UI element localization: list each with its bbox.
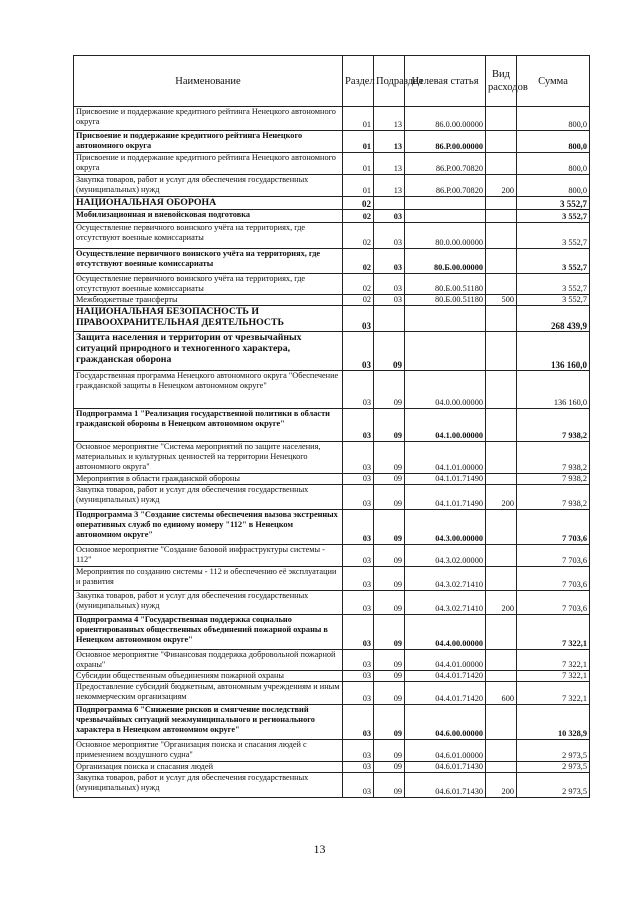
cell-target-article: 86.Р.00.70820: [405, 153, 486, 175]
cell-target-article: 04.4.01.00000: [405, 650, 486, 671]
cell-name: НАЦИОНАЛЬНАЯ БЕЗОПАСНОСТЬ И ПРАВООХРАНИТЕЛЬНАЯ ДЕЯТЕЛЬНОСТЬ: [74, 306, 343, 332]
cell-expense-type: [486, 705, 517, 740]
cell-expense-type: [486, 740, 517, 762]
cell-sum: 800,0: [517, 131, 590, 153]
cell-target-article: 04.4.01.71420: [405, 682, 486, 705]
header-name: Наименование: [74, 56, 343, 107]
cell-subsection: 09: [374, 371, 405, 409]
cell-target-article: [405, 210, 486, 223]
cell-subsection: 03: [374, 274, 405, 295]
cell-name: Подпрограмма 4 "Государственная поддержка социально ориентированных общественных объединений пожарной охраны в Ненецком автономном округе": [74, 615, 343, 650]
cell-name: Закупка товаров, работ и услуг для обеспечения государственных (муниципальных) нужд: [74, 773, 343, 798]
cell-name: Осуществление первичного воинского учёта на территориях, где отсутствуют военные комиссариаты: [74, 223, 343, 249]
cell-section: 03: [343, 409, 374, 442]
cell-expense-type: [486, 131, 517, 153]
cell-section: 01: [343, 107, 374, 131]
cell-target-article: [405, 197, 486, 210]
cell-expense-type: [486, 306, 517, 332]
cell-name: Закупка товаров, работ и услуг для обеспечения государственных (муниципальных) нужд: [74, 175, 343, 197]
cell-target-article: 04.6.01.00000: [405, 740, 486, 762]
cell-sum: 7 703,6: [517, 510, 590, 545]
cell-target-article: 04.3.00.00000: [405, 510, 486, 545]
cell-sum: 2 973,5: [517, 773, 590, 798]
cell-sum: 7 938,2: [517, 442, 590, 474]
cell-subsection: 09: [374, 545, 405, 567]
cell-expense-type: [486, 671, 517, 682]
cell-expense-type: [486, 332, 517, 371]
table-row: [74, 131, 590, 153]
cell-name: Подпрограмма 6 "Снижение рисков и смягчение последствий чрезвычайных ситуаций межмуниципального и регионального характера в Ненецком автономном округе": [74, 705, 343, 740]
cell-section: 02: [343, 223, 374, 249]
cell-subsection: 09: [374, 740, 405, 762]
cell-section: 03: [343, 567, 374, 591]
cell-section: 01: [343, 131, 374, 153]
table-row: [74, 197, 590, 210]
cell-expense-type: [486, 567, 517, 591]
table-row: [74, 545, 590, 567]
header-sum: Сумма: [517, 56, 590, 107]
table-row: [74, 762, 590, 773]
cell-name: Осуществление первичного воинского учёта на территориях, где отсутствуют военные комиссариаты: [74, 249, 343, 274]
table-row: [74, 274, 590, 295]
cell-sum: 7 322,1: [517, 650, 590, 671]
table-row: [74, 371, 590, 409]
cell-subsection: 09: [374, 682, 405, 705]
cell-section: 03: [343, 332, 374, 371]
cell-sum: 7 938,2: [517, 409, 590, 442]
cell-sum: 7 703,6: [517, 545, 590, 567]
cell-name: Присвоение и поддержание кредитного рейтинга Ненецкого автономного округа: [74, 131, 343, 153]
cell-section: 03: [343, 773, 374, 798]
cell-subsection: 09: [374, 442, 405, 474]
cell-target-article: 04.4.01.71420: [405, 671, 486, 682]
cell-expense-type: 200: [486, 485, 517, 510]
cell-expense-type: [486, 153, 517, 175]
cell-sum: 7 322,1: [517, 671, 590, 682]
table-row: [74, 567, 590, 591]
cell-subsection: 09: [374, 332, 405, 371]
cell-section: 03: [343, 545, 374, 567]
cell-expense-type: [486, 210, 517, 223]
cell-sum: 7 322,1: [517, 682, 590, 705]
cell-expense-type: [486, 762, 517, 773]
cell-subsection: 09: [374, 485, 405, 510]
cell-expense-type: 600: [486, 682, 517, 705]
table-row: [74, 650, 590, 671]
cell-sum: 7 703,6: [517, 567, 590, 591]
cell-sum: 7 703,6: [517, 591, 590, 615]
cell-section: 03: [343, 615, 374, 650]
cell-section: 03: [343, 371, 374, 409]
cell-subsection: 03: [374, 223, 405, 249]
header-expense-type: Вид расходов: [486, 56, 517, 107]
table-row: [74, 682, 590, 705]
cell-target-article: 80.Б.00.51180: [405, 295, 486, 306]
table-row: [74, 223, 590, 249]
cell-target-article: 04.6.00.00000: [405, 705, 486, 740]
cell-sum: 3 552,7: [517, 210, 590, 223]
table-row: [74, 210, 590, 223]
cell-name: Мероприятия по созданию системы - 112 и обеспечению её эксплуатации и развития: [74, 567, 343, 591]
cell-sum: 3 552,7: [517, 223, 590, 249]
cell-sum: 3 552,7: [517, 197, 590, 210]
cell-target-article: 04.4.00.00000: [405, 615, 486, 650]
cell-target-article: 04.3.02.00000: [405, 545, 486, 567]
table-row: [74, 773, 590, 798]
cell-section: 03: [343, 650, 374, 671]
cell-sum: 136 160,0: [517, 332, 590, 371]
cell-subsection: 09: [374, 567, 405, 591]
cell-name: Осуществление первичного воинского учёта на территориях, где отсутствуют военные комиссариаты: [74, 274, 343, 295]
table-row: [74, 409, 590, 442]
cell-subsection: [374, 306, 405, 332]
cell-subsection: 09: [374, 705, 405, 740]
cell-sum: 7 322,1: [517, 615, 590, 650]
cell-sum: 3 552,7: [517, 249, 590, 274]
table-row: [74, 615, 590, 650]
cell-section: 02: [343, 210, 374, 223]
cell-expense-type: [486, 510, 517, 545]
cell-sum: 3 552,7: [517, 274, 590, 295]
cell-target-article: 04.3.02.71410: [405, 591, 486, 615]
cell-name: Закупка товаров, работ и услуг для обеспечения государственных (муниципальных) нужд: [74, 591, 343, 615]
cell-name: Присвоение и поддержание кредитного рейтинга Ненецкого автономного округа: [74, 107, 343, 131]
cell-name: Государственная программа Ненецкого автономного округа "Обеспечение гражданской защиты в Ненецком автономном округе": [74, 371, 343, 409]
cell-name: Организация поиска и спасания людей: [74, 762, 343, 773]
header-section: Раздел: [343, 56, 374, 107]
cell-sum: 800,0: [517, 107, 590, 131]
table-row: [74, 740, 590, 762]
cell-section: 03: [343, 474, 374, 485]
cell-expense-type: [486, 615, 517, 650]
table-row: [74, 705, 590, 740]
cell-sum: 136 160,0: [517, 371, 590, 409]
cell-name: Мероприятия в области гражданской обороны: [74, 474, 343, 485]
page-number: 13: [313, 842, 326, 856]
cell-section: 02: [343, 274, 374, 295]
cell-target-article: 04.3.02.71410: [405, 567, 486, 591]
budget-table: [73, 55, 590, 798]
table-row: [74, 671, 590, 682]
cell-subsection: 09: [374, 510, 405, 545]
cell-name: Основное мероприятие "Создание базовой инфраструктуры системы - 112": [74, 545, 343, 567]
cell-section: 02: [343, 295, 374, 306]
cell-section: 03: [343, 485, 374, 510]
table-row: [74, 306, 590, 332]
table-row: [74, 295, 590, 306]
table-row: [74, 510, 590, 545]
cell-name: Предоставление субсидий бюджетным, автономным учреждениям и иным некоммерческим организациям: [74, 682, 343, 705]
cell-name: Закупка товаров, работ и услуг для обеспечения государственных (муниципальных) нужд: [74, 485, 343, 510]
cell-section: 01: [343, 153, 374, 175]
cell-section: 03: [343, 442, 374, 474]
cell-name: Основное мероприятие "Организация поиска и спасания людей с применением воздушного судна": [74, 740, 343, 762]
cell-subsection: 09: [374, 762, 405, 773]
cell-name: НАЦИОНАЛЬНАЯ ОБОРОНА: [74, 197, 343, 210]
cell-target-article: 04.0.00.00000: [405, 371, 486, 409]
cell-subsection: 09: [374, 650, 405, 671]
cell-expense-type: [486, 545, 517, 567]
cell-expense-type: [486, 474, 517, 485]
cell-name: Межбюджетные трансферты: [74, 295, 343, 306]
cell-sum: 800,0: [517, 175, 590, 197]
cell-target-article: 80.0.00.00000: [405, 223, 486, 249]
table-row: [74, 153, 590, 175]
table-row: [74, 591, 590, 615]
cell-name: Субсидии общественным объединениям пожарной охраны: [74, 671, 343, 682]
cell-expense-type: [486, 107, 517, 131]
cell-expense-type: [486, 650, 517, 671]
cell-section: 03: [343, 671, 374, 682]
cell-section: 03: [343, 682, 374, 705]
table-row: [74, 332, 590, 371]
cell-sum: 268 439,9: [517, 306, 590, 332]
cell-expense-type: [486, 197, 517, 210]
cell-expense-type: 200: [486, 591, 517, 615]
cell-target-article: 04.1.01.00000: [405, 442, 486, 474]
cell-subsection: 03: [374, 295, 405, 306]
cell-subsection: 09: [374, 591, 405, 615]
cell-target-article: 80.Б.00.51180: [405, 274, 486, 295]
cell-expense-type: [486, 409, 517, 442]
cell-section: 03: [343, 510, 374, 545]
header-target-article: Целевая статья: [405, 56, 486, 107]
table-header-row: [74, 56, 590, 107]
cell-expense-type: [486, 274, 517, 295]
cell-subsection: 09: [374, 474, 405, 485]
cell-sum: 2 973,5: [517, 740, 590, 762]
cell-expense-type: 500: [486, 295, 517, 306]
table-row: [74, 442, 590, 474]
cell-subsection: 03: [374, 249, 405, 274]
table-row: [74, 107, 590, 131]
cell-name: Мобилизационная и вневойсковая подготовка: [74, 210, 343, 223]
cell-subsection: 03: [374, 210, 405, 223]
cell-expense-type: 200: [486, 175, 517, 197]
cell-section: 01: [343, 175, 374, 197]
cell-sum: 10 328,9: [517, 705, 590, 740]
header-subsection: Подраздел: [374, 56, 405, 107]
cell-sum: 7 938,2: [517, 485, 590, 510]
cell-section: 03: [343, 705, 374, 740]
cell-subsection: 13: [374, 175, 405, 197]
table-row: [74, 175, 590, 197]
cell-subsection: [374, 197, 405, 210]
cell-target-article: [405, 332, 486, 371]
cell-sum: 800,0: [517, 153, 590, 175]
cell-subsection: 09: [374, 409, 405, 442]
cell-name: Подпрограмма 3 "Создание системы обеспечения вызова экстренных оперативных служб по единому номеру "112" в Ненецком автономном округе": [74, 510, 343, 545]
cell-section: 02: [343, 249, 374, 274]
cell-target-article: 86.Р.00.70820: [405, 175, 486, 197]
cell-target-article: 80.Б.00.00000: [405, 249, 486, 274]
cell-expense-type: [486, 371, 517, 409]
cell-expense-type: [486, 223, 517, 249]
cell-sum: 7 938,2: [517, 474, 590, 485]
cell-expense-type: [486, 249, 517, 274]
cell-target-article: 04.1.01.71490: [405, 485, 486, 510]
cell-section: 03: [343, 762, 374, 773]
cell-subsection: 09: [374, 773, 405, 798]
table-body: [74, 107, 590, 798]
cell-sum: 3 552,7: [517, 295, 590, 306]
cell-target-article: 86.0.00.00000: [405, 107, 486, 131]
cell-target-article: 04.1.00.00000: [405, 409, 486, 442]
cell-expense-type: [486, 442, 517, 474]
cell-target-article: 04.6.01.71430: [405, 762, 486, 773]
cell-section: 03: [343, 591, 374, 615]
cell-expense-type: 200: [486, 773, 517, 798]
table-row: [74, 474, 590, 485]
cell-section: 03: [343, 306, 374, 332]
cell-name: Защита населения и территории от чрезвычайных ситуаций природного и техногенного характера, гражданская оборона: [74, 332, 343, 371]
cell-sum: 2 973,5: [517, 762, 590, 773]
cell-name: Основное мероприятие "Система мероприятий по защите населения, материальных и культурных ценностей на территории Ненецкого автономного округа": [74, 442, 343, 474]
cell-subsection: 13: [374, 131, 405, 153]
cell-subsection: 09: [374, 671, 405, 682]
table-row: [74, 249, 590, 274]
cell-name: Присвоение и поддержание кредитного рейтинга Ненецкого автономного округа: [74, 153, 343, 175]
cell-target-article: [405, 306, 486, 332]
cell-target-article: 86.Р.00.00000: [405, 131, 486, 153]
cell-subsection: 09: [374, 615, 405, 650]
cell-section: 03: [343, 740, 374, 762]
cell-subsection: 13: [374, 153, 405, 175]
cell-name: Основное мероприятие "Финансовая поддержка добровольной пожарной охраны": [74, 650, 343, 671]
cell-subsection: 13: [374, 107, 405, 131]
cell-name: Подпрограмма 1 "Реализация государственной политики в области гражданской обороны в Ненецком автономном округе": [74, 409, 343, 442]
table-row: [74, 485, 590, 510]
cell-target-article: 04.6.01.71430: [405, 773, 486, 798]
cell-section: 02: [343, 197, 374, 210]
cell-target-article: 04.1.01.71490: [405, 474, 486, 485]
